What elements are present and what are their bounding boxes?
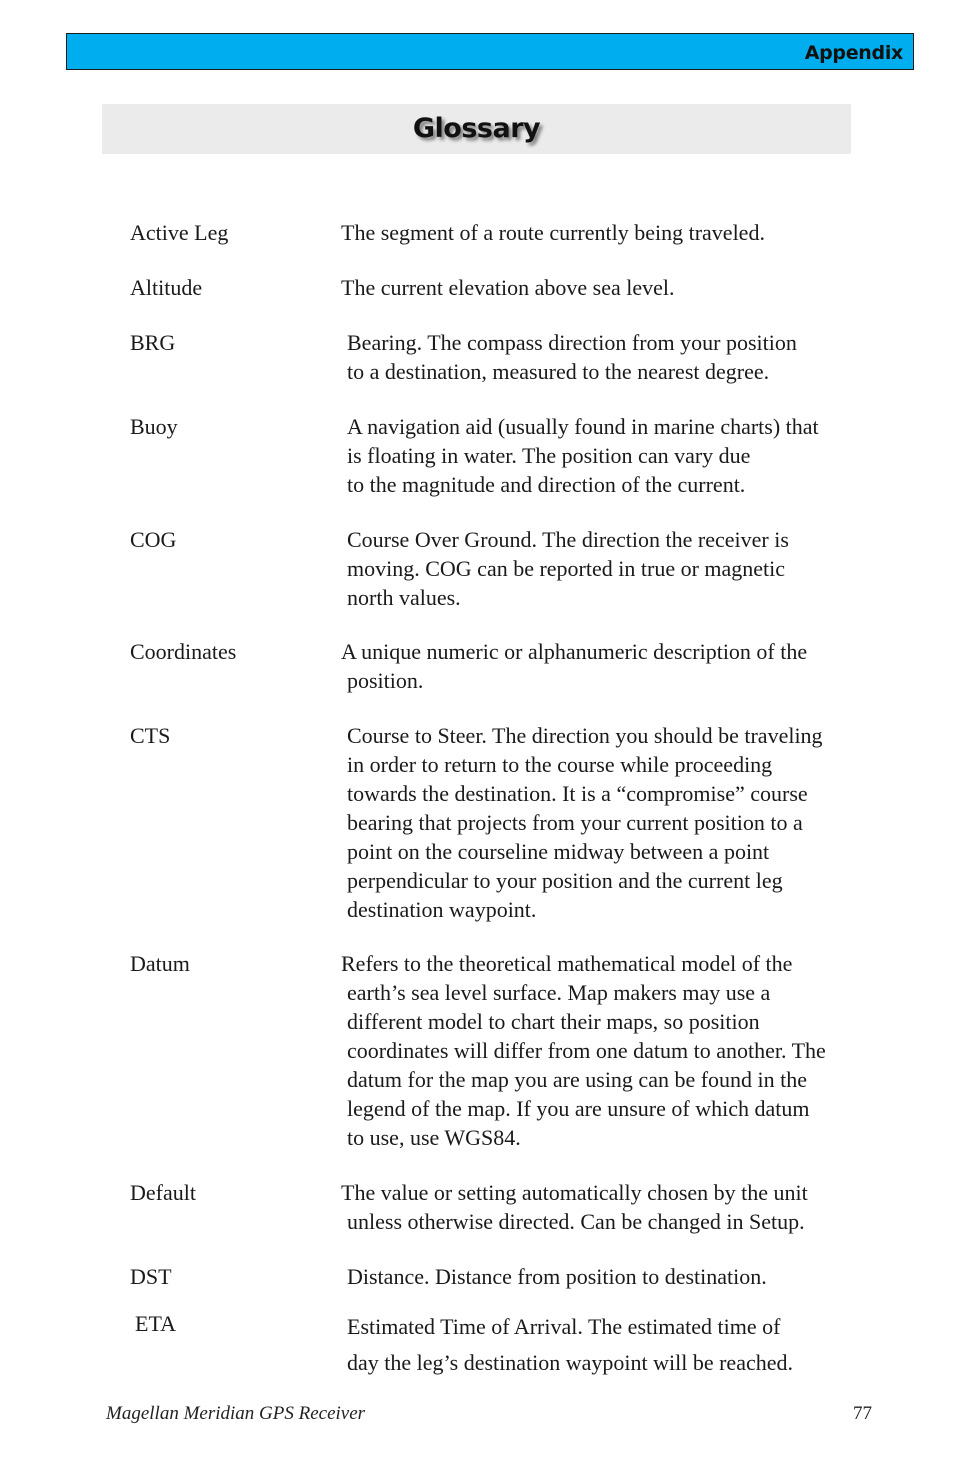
glossary-term: Active Leg (130, 220, 229, 245)
definition-line: A unique numeric or alphanumeric description of the (341, 639, 808, 664)
definition-line: The current elevation above sea level. (341, 275, 675, 300)
definition-line: bearing that projects from your current position to a (347, 810, 803, 835)
definition-line: A navigation aid (usually found in marine charts) that (347, 414, 819, 439)
definition-line: The segment of a route currently being traveled. (341, 220, 765, 245)
glossary-definition (347, 328, 867, 386)
definition-line: day the leg’s destination waypoint will be reached. (347, 1350, 793, 1375)
glossary-definition (347, 1262, 867, 1291)
definition-line: destination waypoint. (347, 897, 537, 922)
glossary-term: Datum (130, 951, 190, 976)
glossary-definition (341, 218, 867, 247)
page-number: 77 (853, 1403, 872, 1424)
glossary-definition (341, 1178, 867, 1236)
glossary-term: Coordinates (130, 639, 237, 664)
glossary-definition (341, 949, 867, 1152)
definition-line: perpendicular to your position and the current leg (347, 868, 783, 893)
glossary-definition (347, 1309, 867, 1381)
glossary-term: Default (130, 1180, 196, 1205)
definition-line: is floating in water. The position can vary due (347, 443, 751, 468)
definition-line: datum for the map you are using can be found in the (347, 1067, 808, 1092)
glossary-term: DST (130, 1264, 172, 1289)
definition-line: to use, use WGS84. (347, 1125, 521, 1150)
glossary-term: CTS (130, 723, 171, 748)
glossary-term: BRG (130, 330, 176, 355)
glossary-term: COG (130, 527, 177, 552)
glossary-term: ETA (135, 1311, 177, 1336)
glossary-term: Buoy (130, 414, 178, 439)
section-header-bar (66, 33, 914, 70)
definition-line: position. (347, 668, 424, 693)
definition-line: different model to chart their maps, so position (347, 1009, 760, 1034)
definition-line: legend of the map. If you are unsure of which datum (347, 1096, 810, 1121)
definition-line: to the magnitude and direction of the current. (347, 472, 746, 497)
title-band (102, 104, 851, 154)
definition-line: earth’s sea level surface. Map makers may use a (347, 980, 771, 1005)
section-label: Appendix (804, 42, 903, 64)
glossary-definition (341, 637, 867, 695)
definition-line: Estimated Time of Arrival. The estimated time of (347, 1314, 781, 1339)
definition-line: Course to Steer. The direction you should be traveling (347, 723, 823, 748)
definition-line: Course Over Ground. The direction the receiver is (347, 527, 789, 552)
definition-line: to a destination, measured to the nearest degree. (347, 359, 770, 384)
glossary-definition (347, 525, 867, 612)
page-title: Glossary (412, 113, 541, 144)
definition-line: north values. (347, 585, 461, 610)
definition-line: coordinates will differ from one datum to another. The (347, 1038, 826, 1063)
definition-line: Bearing. The compass direction from your position (347, 330, 797, 355)
definition-line: point on the courseline midway between a point (347, 839, 770, 864)
definition-line: in order to return to the course while proceeding (347, 752, 773, 777)
glossary-definition (347, 412, 867, 499)
glossary-definition (341, 273, 867, 302)
definition-line: Distance. Distance from position to destination. (347, 1264, 767, 1289)
definition-line: unless otherwise directed. Can be changed in Setup. (347, 1209, 805, 1234)
definition-line: Refers to the theoretical mathematical model of the (341, 951, 793, 976)
glossary-definition (347, 721, 867, 924)
definition-line: moving. COG can be reported in true or magnetic (347, 556, 786, 581)
footer-publication-title: Magellan Meridian GPS Receiver (106, 1403, 366, 1424)
definition-line: towards the destination. It is a “compromise” course (347, 781, 808, 806)
glossary-term: Altitude (130, 275, 203, 300)
definition-line: The value or setting automatically chosen by the unit (341, 1180, 808, 1205)
